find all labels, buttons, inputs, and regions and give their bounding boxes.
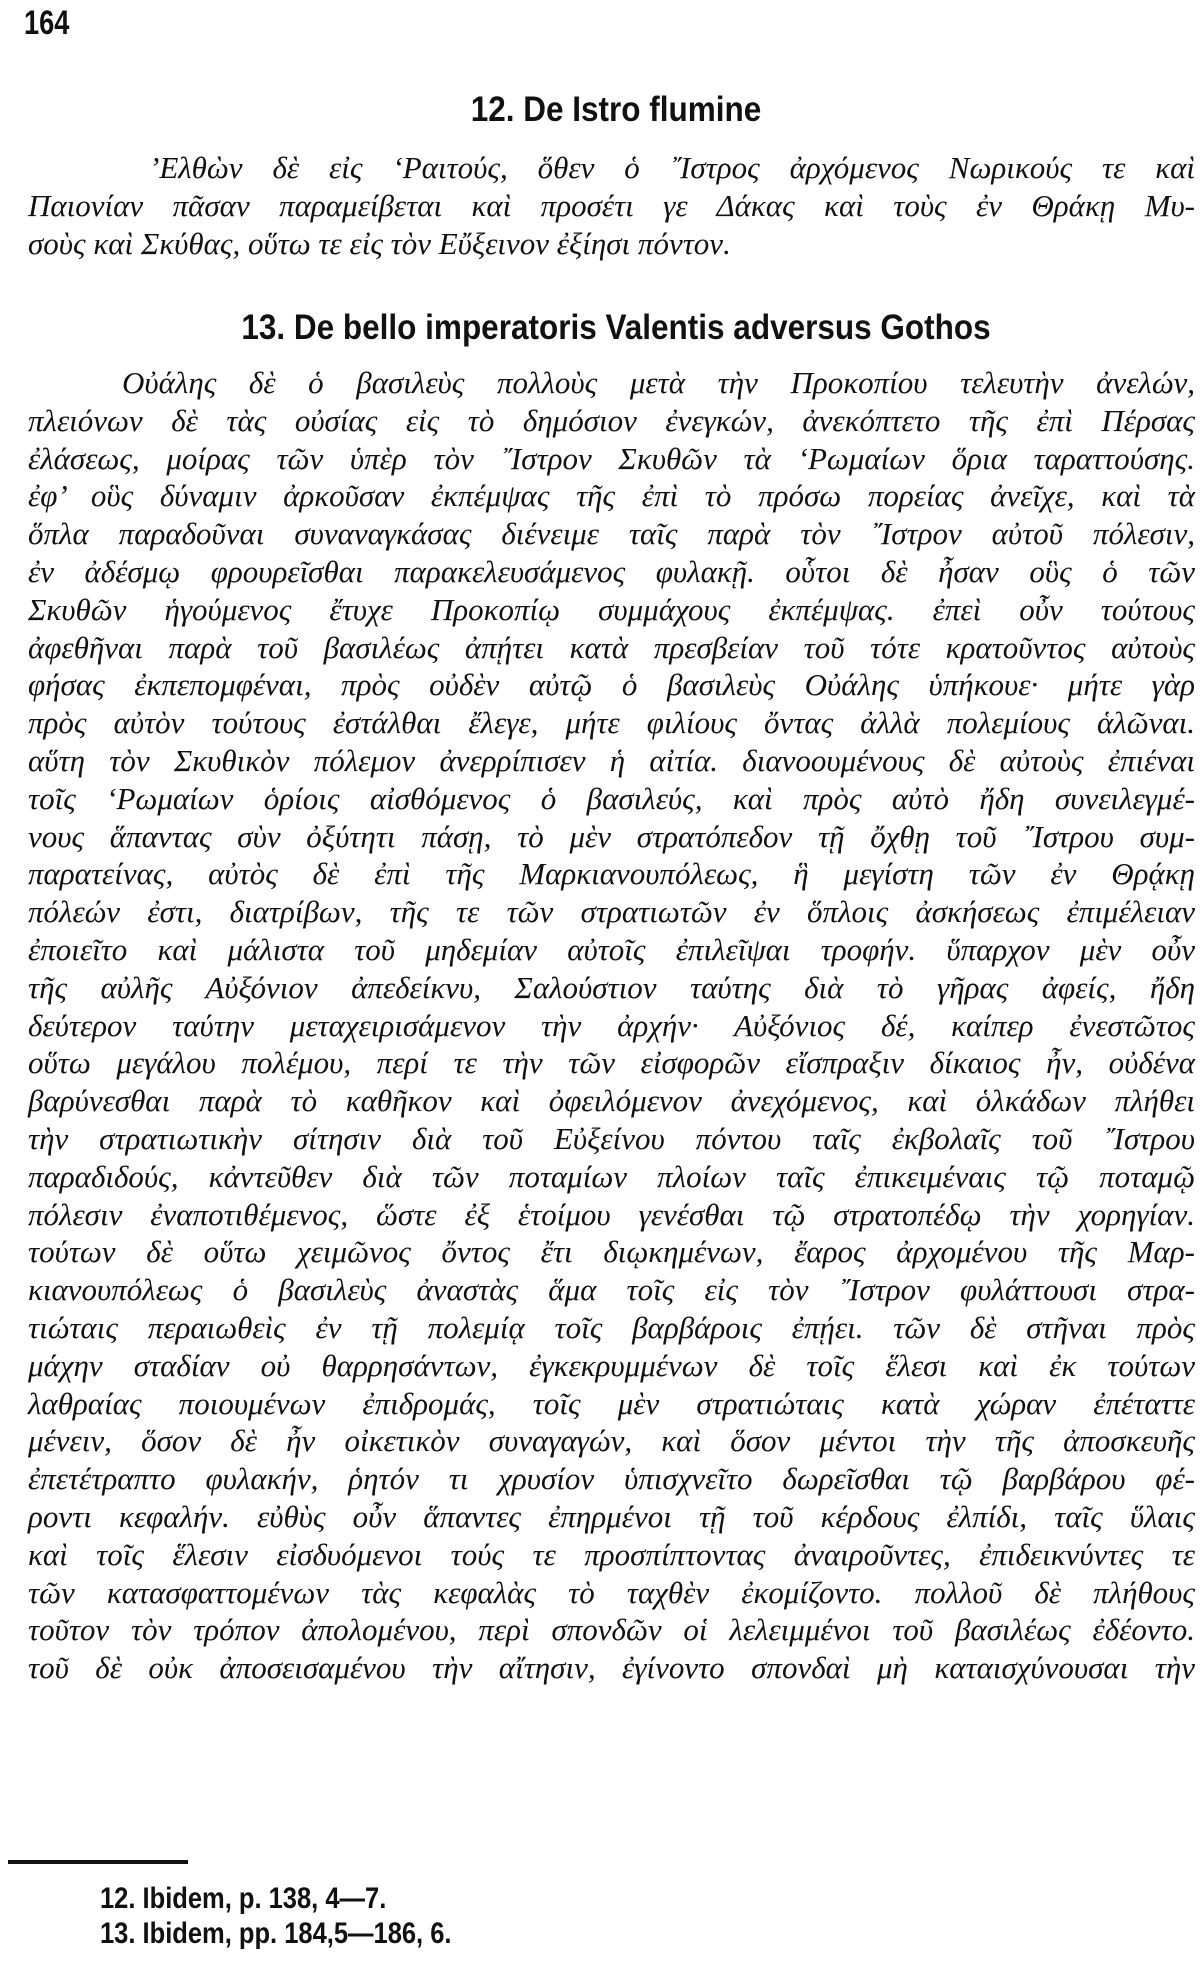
text-line: πόλεών ἐστι, διατρίβων, τῆς τε τῶν στρατιωτῶν ἐν ὅπλοις ἀσκήσεως ἐπιμέλειαν (28, 894, 1195, 930)
text-line: ἐλάσεως, μοίρας τῶν ὑπὲρ τὸν ῎Ιστρον Σκυθῶν τὰ ‘Ρωμαίων ὅρια ταραττούσης. (28, 440, 1195, 476)
text-line: σοὺς καὶ Σκύθας, οὕτω τε εἰς τὸν Εὔξεινον ἐξίησι πόντον. (28, 225, 731, 261)
footnote-separator (8, 1860, 188, 1864)
text-line: ἀφεθῆναι παρὰ τοῦ βασιλέως ἀπῄτει κατὰ πρεσβείαν τοῦ τότε κρατοῦντος αὐτοὺς (28, 629, 1195, 665)
text-line: ἐφ’ οὓς δύναμιν ἀρκοῦσαν ἐκπέμψας τῆς ἐπὶ τὸ πρόσω πορείας ἀνεῖχε, καὶ τὰ (28, 478, 1195, 514)
text-line: ’Ελθὼν δὲ εἰς ‘Ραιτούς, ὅθεν ὁ ῎Ιστρος ἀρχόμενος Νωρικούς τε καὶ (149, 150, 1195, 185)
text-line: μάχην σταδίαν οὐ θαρρησάντων, ἐγκεκρυμμένων δὲ τοῖς ἕλεσι καὶ ἐκ τούτων (28, 1347, 1195, 1383)
text-line: Σκυθῶν ἡγούμενος ἔτυχε Προκοπίῳ συμμάχους ἐκπέμψας. ἐπεὶ οὖν τούτους (28, 591, 1195, 627)
section-heading-12: 12. De Istro flumine (470, 90, 762, 129)
section-heading-13: 13. De bello imperatoris Valentis adversus Gothos (241, 308, 991, 347)
text-line: Παιονίαν πᾶσαν παραμείβεται καὶ προσέτι γε Δάκας καὶ τοὺς ἐν Θράκῃ Μυ- (28, 187, 1195, 223)
text-line: νους ἅπαντας σὺν ὀξύτητι πάσῃ, τὸ μὲν στρατόπεδον τῇ ὄχθῃ τοῦ ῎Ιστρου συμ- (28, 818, 1195, 854)
text-line: ἐν ἀδέσμῳ φρουρεῖσθαι παρακελευσάμενος φυλακῇ. οὗτοι δὲ ἦσαν οὓς ὁ τῶν (28, 553, 1195, 589)
text-line: οὕτω μεγάλου πολέμου, περί τε τὴν τῶν εἰσφορῶν εἴσπραξιν δίκαιος ἦν, οὐδένα (28, 1045, 1195, 1081)
text-line: τοῦ δὲ οὐκ ἀποσεισαμένου τὴν αἴτησιν, ἐγίνοντο σπονδαὶ μὴ καταισχύνουσαι τὴν (28, 1650, 1195, 1686)
text-line: τιώταις περαιωθεὶς ἐν τῇ πολεμίᾳ τοῖς βαρβάροις ἐπῄει. τῶν δὲ στῆναι πρὸς (28, 1309, 1195, 1345)
text-line: ἐποιεῖτο καὶ μάλιστα τοῦ μηδεμίαν αὐτοῖς ἐπιλεῖψαι τροφήν. ὕπαρχον μὲν οὖν (28, 931, 1195, 967)
text-line: τούτων δὲ οὕτω χειμῶνος ὄντος ἔτι διῳκημένων, ἔαρος ἀρχομένου τῆς Μαρ- (28, 1234, 1195, 1270)
text-line: πλειόνων δὲ τὰς οὐσίας εἰς τὸ δημόσιον ἐνεγκών, ἀνεκόπτετο τῆς ἐπὶ Πέρσας (28, 402, 1195, 438)
text-line: ἐπετέτραπτο φυλακήν, ῥητόν τι χρυσίον ὑπισχνεῖτο δωρεῖσθαι τῷ βαρβάρου φέ- (28, 1461, 1195, 1497)
text-line: τῆς αὐλῆς Αὐξόνιον ἀπεδείκνυ, Σαλούστιον ταύτης διὰ τὸ γῆρας ἀφείς, ἤδη (28, 969, 1195, 1005)
text-line: τῶν κατασφαττομένων τὰς κεφαλὰς τὸ ταχθὲν ἐκομίζοντο. πολλοῦ δὲ πλήθους (28, 1574, 1195, 1610)
text-line: ὅπλα παραδοῦναι συναναγκάσας διένειμε ταῖς παρὰ τὸν ῎Ιστρον αὐτοῦ πόλεσιν, (28, 516, 1195, 552)
text-line: τοῦτον τὸν τρόπον ἀπολομένου, περὶ σπονδῶν οἱ λελειμμένοι τοῦ βασιλέως ἐδέοντο. (28, 1612, 1195, 1648)
text-line: παραδιδούς, κἀντεῦθεν διὰ τῶν ποταμίων πλοίων ταῖς ἐπικειμέναις τῷ ποταμῷ (28, 1158, 1195, 1194)
text-line: τοῖς ‘Ρωμαίων ὁρίοις αἰσθόμενος ὁ βασιλεύς, καὶ πρὸς αὐτὸ ἤδη συνειλεγμέ- (28, 780, 1195, 816)
text-line: βαρύνεσθαι παρὰ τὸ καθῆκον καὶ ὀφειλόμενον ἀνεχόμενος, καὶ ὁλκάδων πλήθει (28, 1083, 1195, 1119)
text-line: Οὐάλης δὲ ὁ βασιλεὺς πολλοὺς μετὰ τὴν Προκοπίου τελευτὴν ἀνελών, (122, 365, 1195, 400)
footnote-12: 12. Ibidem, p. 138, 4—7. (100, 1882, 387, 1915)
text-line: πρὸς αὐτὸν τούτους ἐστάλθαι ἔλεγε, μήτε φιλίους ὄντας ἀλλὰ πολεμίους ἁλῶναι. (28, 705, 1195, 741)
section-13-text (28, 364, 1195, 1687)
text-line: καὶ τοῖς ἕλεσιν εἰσδυόμενοι τούς τε προσπίπτοντας ἀναιροῦντες, ἐπιδεικνύντες τε (28, 1536, 1195, 1572)
section-12-text (28, 149, 1195, 262)
text-line: ροντι κεφαλήν. εὐθὺς οὖν ἅπαντες ἐπηρμένοι τῇ τοῦ κέρδους ἐλπίδι, ταῖς ὕλαις (28, 1498, 1195, 1534)
text-line: μένειν, ὅσον δὲ ἦν οἰκετικὸν συναγαγών, καὶ ὅσον μέντοι τὴν τῆς ἀποσκευῆς (28, 1423, 1195, 1459)
text-line: λαθραίας ποιουμένων ἐπιδρομάς, τοῖς μὲν στρατιώταις κατὰ χώραν ἐπέταττε (28, 1385, 1195, 1421)
text-line: πόλεσιν ἐναποτιθέμενος, ὥστε ἐξ ἑτοίμου γενέσθαι τῷ στρατοπέδῳ τὴν χορηγίαν. (28, 1196, 1195, 1232)
footnote-13: 13. Ibidem, pp. 184,5—186, 6. (100, 1917, 452, 1950)
text-line: δεύτερον ταύτην μεταχειρισάμενον τὴν ἀρχήν· Αὐξόνιος δέ, καίπερ ἐνεστῶτος (28, 1007, 1195, 1043)
text-line: κιανουπόλεως ὁ βασιλεὺς ἀναστὰς ἅμα τοῖς εἰς τὸν ῎Ιστρον φυλάττουσι στρα- (28, 1272, 1195, 1308)
text-line: παρατείνας, αὐτὸς δὲ ἐπὶ τῆς Μαρκιανουπόλεως, ἣ μεγίστη τῶν ἐν Θρᾴκῃ (28, 856, 1195, 892)
page-number: 164 (24, 4, 70, 42)
text-line: αὕτη τὸν Σκυθικὸν πόλεμον ἀνερρίπισεν ἡ αἰτία. διανοουμένους δὲ αὐτοὺς ἐπιέναι (28, 742, 1195, 778)
text-line: τὴν στρατιωτικὴν σίτησιν διὰ τοῦ Εὐξείνου πόντου ταῖς ἐκβολαῖς τοῦ ῎Ιστρου (28, 1120, 1195, 1156)
text-line: φήσας ἐκπεπομφέναι, πρὸς οὐδὲν αὐτῷ ὁ βασιλεὺς Οὐάλης ὑπήκουε· μήτε γὰρ (28, 667, 1195, 703)
